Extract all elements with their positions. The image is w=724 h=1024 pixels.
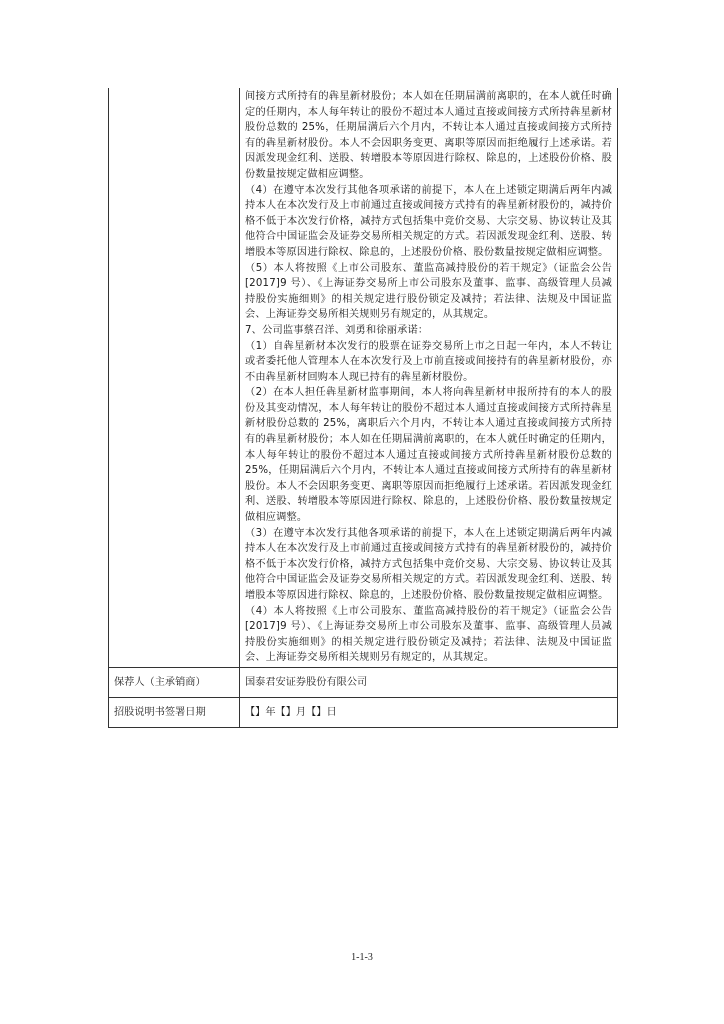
commitment-paragraph: （5）本人将按照《上市公司股东、董监高减持股份的若干规定》（证监会公告[2017]9 号）、《上海证券交易所上市公司股东及董事、监事、高级管理人员减持股份实施细则》的相关规定进行股份锁定及减持；若法律、法规及中国证监会、上海证券交易所相关规则另有规定的，从其规定。 <box>245 262 612 321</box>
signing-date-value: 【】年【】月【】日 <box>240 697 618 727</box>
prospectus-info-table <box>108 88 618 728</box>
sponsor-value: 国泰君安证券股份有限公司 <box>240 667 618 697</box>
commitments-row <box>109 88 618 667</box>
commitments-content-cell <box>240 88 618 667</box>
page-number: 1-1-3 <box>351 952 373 963</box>
sponsor-label: 保荐人（主承销商） <box>109 667 240 697</box>
commitment-paragraph: 间接方式所持有的犇星新材股份；本人如在任期届满前离职的，在本人就任时确定的任期内，本人每年转让的股份不超过本人通过直接或间接方式所持犇星新材股份总数的 25%，任期届满后六个月内，不转让本人通过直接或间接方式所持有的犇星新材股份。本人不会因职务变更、离职等原因而拒绝履行上述承诺。若因派发现金红利、送股、转增股本等原因进行除权、除息的，上述股份价格、股份数量按规定做相应调整。 <box>245 91 612 180</box>
signing-date-label: 招股说明书签署日期 <box>109 697 240 727</box>
sponsor-row <box>109 667 618 697</box>
commitment-paragraph: （4）在遵守本次发行其他各项承诺的前提下，本人在上述锁定期满后两年内减持本人在本次发行及上市前通过直接或间接方式持有的犇星新材股份的，减持价格不低于本次发行价格，减持方式包括集中竞价交易、大宗交易、协议转让及其他符合中国证监会及证券交易所相关规定的方式。若因派发现金红利、送股、转增股本等原因进行除权、除息的，上述股份价格、股份数量按规定做相应调整。 <box>245 184 612 258</box>
commitment-paragraph: （3）在遵守本次发行其他各项承诺的前提下，本人在上述锁定期满后两年内减持本人在本次发行及上市前通过直接或间接方式持有的犇星新材股份的，减持价格不低于本次发行价格，减持方式包括集中竞价交易、大宗交易、协议转让及其他符合中国证监会及证券交易所相关规定的方式。若因派发现金红利、送股、转增股本等原因进行除权、除息的，上述股份价格、股份数量按规定做相应调整。 <box>245 527 612 601</box>
commitment-heading: 7、公司监事蔡召洋、刘勇和徐丽承诺： <box>245 324 429 336</box>
commitments-label-cell <box>109 88 240 667</box>
commitment-paragraph: （2）在本人担任犇星新材监事期间，本人将向犇星新材申报所持有的本人的股份及其变动情况，本人每年转让的股份不超过本人通过直接或间接方式所持犇星新材股份总数的 25%，离职后六个月内，不转让本人通过直接或间接方式所持有的犇星新材股份；本人如在任期届满前离职的，在本人就任时确定的任期内，本人每年转让的股份不超过本人通过直接或间接方式所持犇星新材股份总数的 25%，任期届满后六个月内，不转让本人通过直接或间接方式所持有的犇星新材股份。本人不会因职务变更、离职等原因而拒绝履行上述承诺。若因派发现金红利、送股、转增股本等原因进行除权、除息的，上述股份价格、股份数量按规定做相应调整。 <box>245 387 612 524</box>
commitment-paragraph: （4）本人将按照《上市公司股东、董监高减持股份的若干规定》（证监会公告[2017]9 号）、《上海证券交易所上市公司股东及董事、监事、高级管理人员减持股份实施细则》的相关规定进行股份锁定及减持；若法律、法规及中国证监会、上海证券交易所相关规则另有规定的，从其规定。 <box>245 605 612 664</box>
signing-date-row <box>109 697 618 727</box>
commitment-paragraph: （1）自犇星新材本次发行的股票在证券交易所上市之日起一年内，本人不转让或者委托他人管理本人在本次发行及上市前直接或间接持有的犇星新材股份，亦不由犇星新材回购本人现已持有的犇星新材股份。 <box>245 340 612 383</box>
